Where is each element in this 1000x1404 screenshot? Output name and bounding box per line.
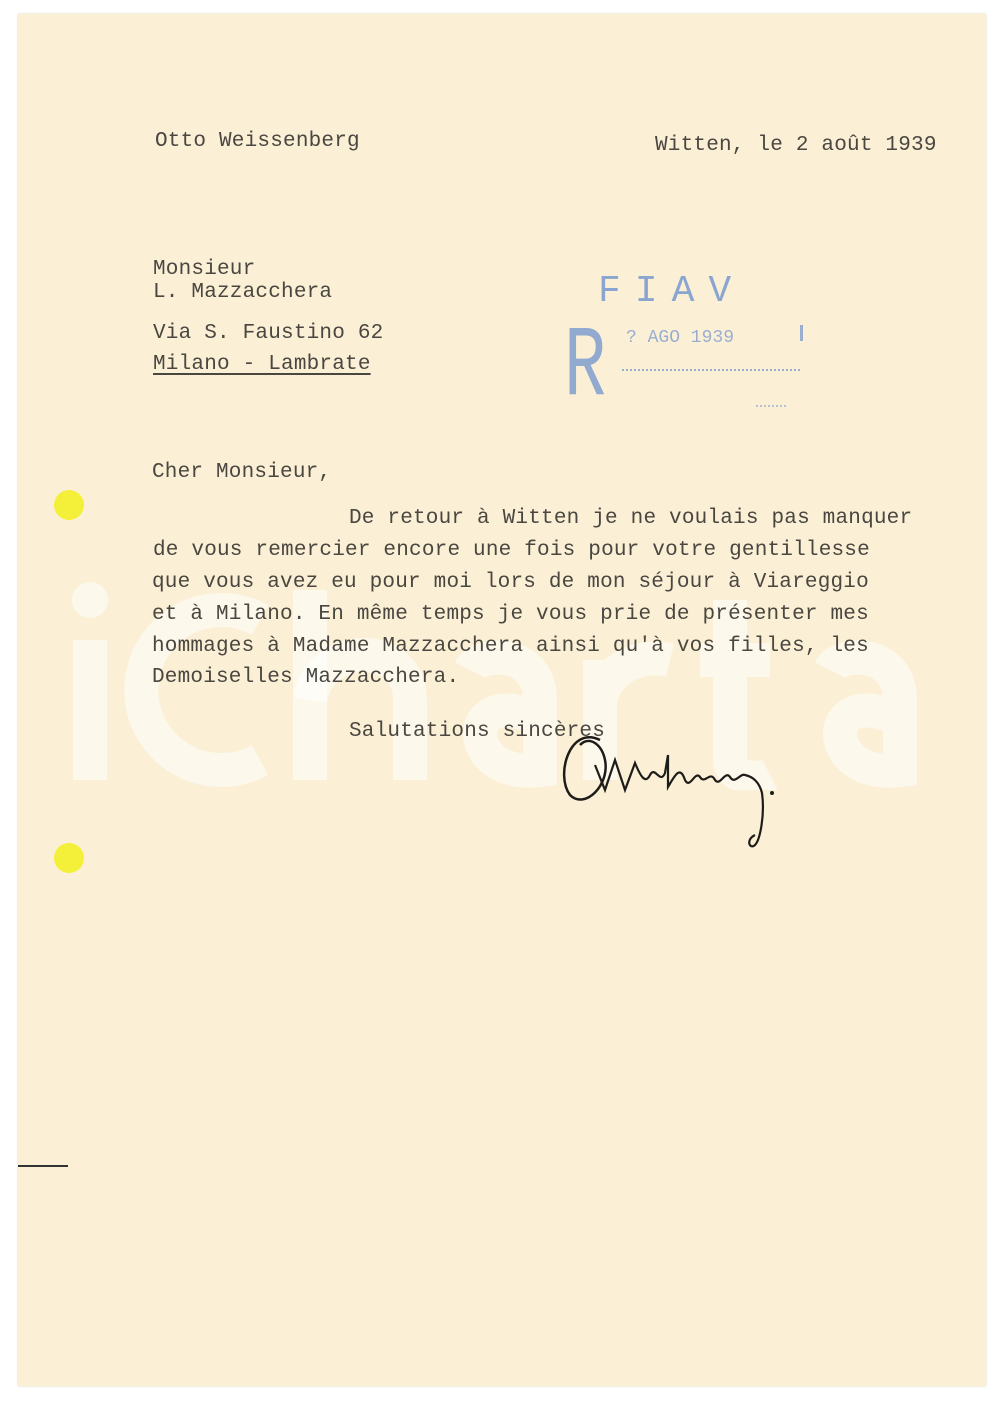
body-line: et à Milano. En même temps je vous prie de présenter mes bbox=[152, 603, 869, 626]
recipient-street: Via S. Faustino 62 bbox=[153, 322, 384, 345]
recipient-city: Milano - Lambrate bbox=[153, 353, 371, 376]
received-stamp bbox=[560, 265, 820, 435]
body-line: Demoiselles Mazzacchera. bbox=[152, 666, 460, 689]
body-line: que vous avez eu pour moi lors de mon séjour à Viareggio bbox=[152, 571, 869, 594]
body-line: hommages à Madame Mazzacchera ainsi qu'à vos filles, les bbox=[152, 635, 869, 658]
body-line: De retour à Witten je ne voulais pas manquer bbox=[349, 507, 913, 530]
place-date: Witten, le 2 août 1939 bbox=[655, 134, 937, 157]
stamp-text: FIAV bbox=[598, 270, 746, 313]
recipient-salutation: Monsieur bbox=[153, 258, 256, 281]
yellow-marker-dot bbox=[54, 490, 84, 520]
recipient-name: L. Mazzacchera bbox=[153, 281, 333, 304]
stamp-date: ? AGO 1939 bbox=[626, 328, 735, 348]
stamp-letter: R bbox=[564, 312, 607, 425]
greeting: Cher Monsieur, bbox=[152, 461, 332, 484]
body-line: de vous remercier encore une fois pour votre gentillesse bbox=[153, 539, 870, 562]
closing: Salutations sincères bbox=[349, 720, 606, 743]
fold-mark bbox=[18, 1165, 68, 1167]
yellow-marker-dot bbox=[54, 843, 84, 873]
sender-name: Otto Weissenberg bbox=[155, 130, 360, 153]
handwritten-signature bbox=[550, 705, 790, 855]
